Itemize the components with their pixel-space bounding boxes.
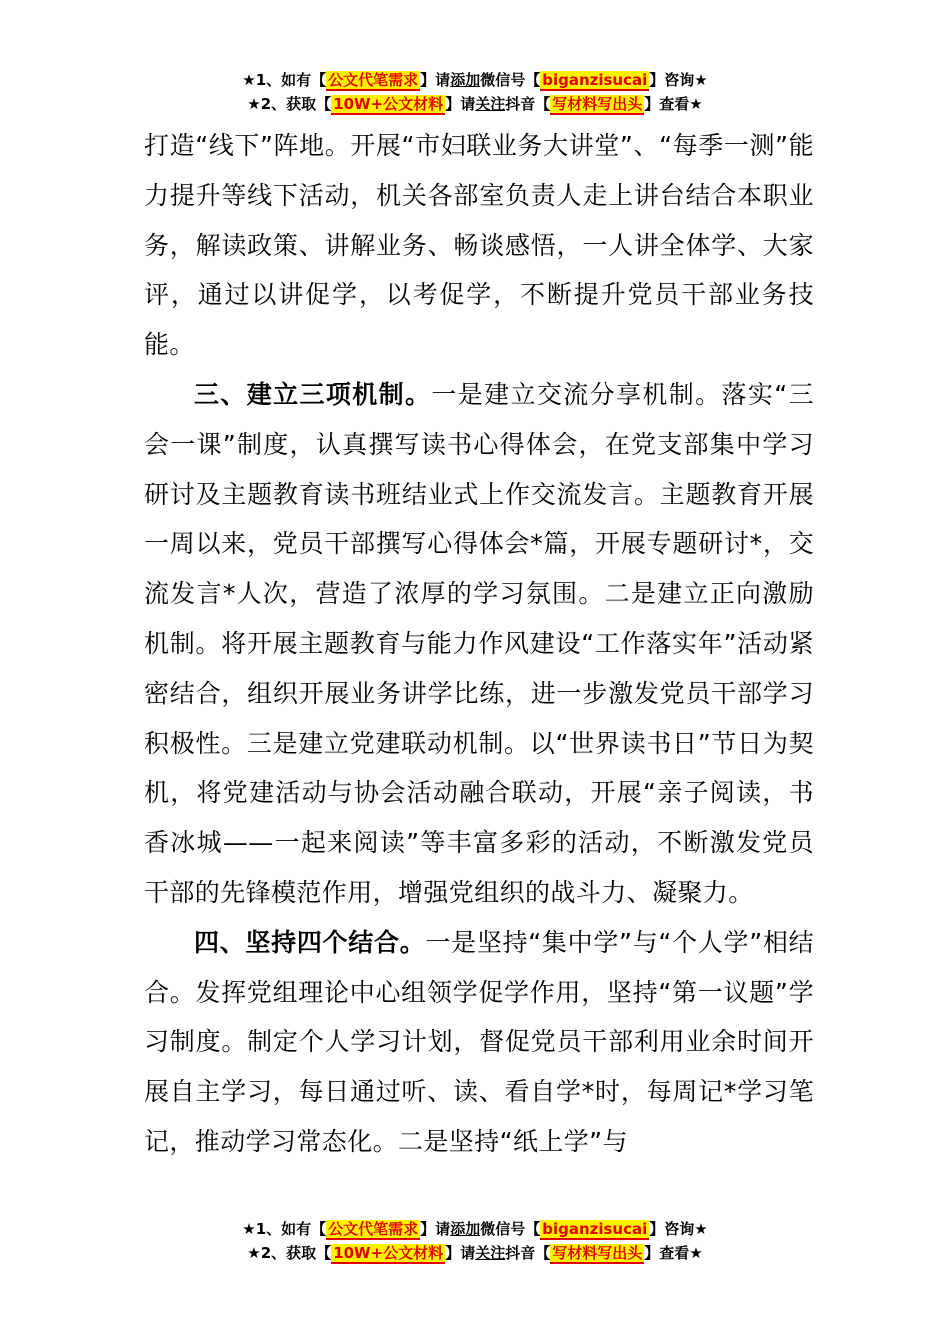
promo-line-1-suffix: 】咨询★ [649,1220,708,1238]
promo-line-2-mid2: 抖音【 [505,95,551,113]
promo-line-1-bottom [0,1217,950,1241]
promo-line-2-suffix: 】查看★ [644,95,703,113]
promo-underlined-follow: 关注 [475,1244,506,1262]
promo-underlined-follow: 关注 [475,95,506,113]
promo-line-1-prefix: ★1、如有【 [242,1220,327,1238]
section-text-three: 一是建立交流分享机制。落实“三会一课”制度，认真撰写读书心得体会，在党支部集中学习研讨及主题教育读书班结业式上作交流发言。主题教育开展一周以来，党员干部撰写心得体会*篇，开展专题研讨*，交流发言*人次，营造了浓厚的学习氛围。二是建立正向激励机制。将开展主题教育与能力作风建设“工作落实年”活动紧密结合，组织开展业务讲学比练，进一步激发党员干部学习积极性。三是建立党建联动机制。以“世界读书日”节日为契机，将党建活动与协会活动融合联动，开展“亲子阅读，书香冰城——一起来阅读”等丰富多彩的活动，不断激发党员干部的先锋模范作用，增强党组织的战斗力、凝聚力。 [144,379,815,907]
promo-highlight-douyin: 写材料写出头 [552,95,643,113]
paragraph-four-combinations [144,918,814,1167]
promo-line-2-suffix: 】查看★ [644,1244,703,1262]
promo-underlined-add: 添加 [450,71,481,89]
promo-highlight-materials: 10W+公文材料 [333,95,444,113]
promo-line-2-mid: 】请 [445,1244,476,1262]
section-heading-four: 四、坚持四个结合。 [194,927,426,957]
promo-line-1-mid2: 微信号【 [480,1220,541,1238]
promo-line-2-bottom [0,1241,950,1265]
paragraph-offline-platform: 打造“线下”阵地。开展“市妇联业务大讲堂”、“每季一测”能力提升等线下活动，机关各部室负责人走上讲台结合本职业务，解读政策、讲解业务、畅谈感悟，一人讲全体学、大家评，通过以讲促学，以考促学，不断提升党员干部业务技能。 [144,131,814,360]
promo-highlight-wechat-id: biganzisucai [542,71,648,89]
section-text-four: 一是坚持“集中学”与“个人学”相结合。发挥党组理论中心组领学促学作用，坚持“第一议题”学习制度。制定个人学习计划，督促党员干部利用业余时间开展自主学习，每日通过听、读、看自学*时，每周记*学习笔记，推动学习常态化。二是坚持“纸上学”与 [144,927,814,1156]
promo-line-1-prefix: ★1、如有【 [242,71,327,89]
promo-line-2 [0,92,950,116]
paragraph-three-mechanisms [144,370,814,918]
promo-highlight-douyin: 写材料写出头 [552,1244,643,1262]
promo-line-1-mid: 】请 [420,1220,451,1238]
promo-line-2-mid2: 抖音【 [505,1244,551,1262]
document-body [144,121,814,1167]
promo-highlight-service: 公文代笔需求 [328,71,419,89]
promo-line-2-prefix: ★2、获取【 [247,1244,332,1262]
promo-line-2-prefix: ★2、获取【 [247,95,332,113]
promo-highlight-materials: 10W+公文材料 [333,1244,444,1262]
promo-highlight-wechat-id: biganzisucai [542,1220,648,1238]
promo-line-1-mid2: 微信号【 [480,71,541,89]
promo-highlight-service: 公文代笔需求 [328,1220,419,1238]
promo-banner-bottom [0,1217,950,1265]
promo-banner-top [0,68,950,116]
promo-underlined-add: 添加 [450,1220,481,1238]
promo-line-1-suffix: 】咨询★ [649,71,708,89]
promo-line-2-mid: 】请 [445,95,476,113]
promo-line-1 [0,68,950,92]
section-heading-three: 三、建立三项机制。 [194,379,432,409]
promo-line-1-mid: 】请 [420,71,451,89]
